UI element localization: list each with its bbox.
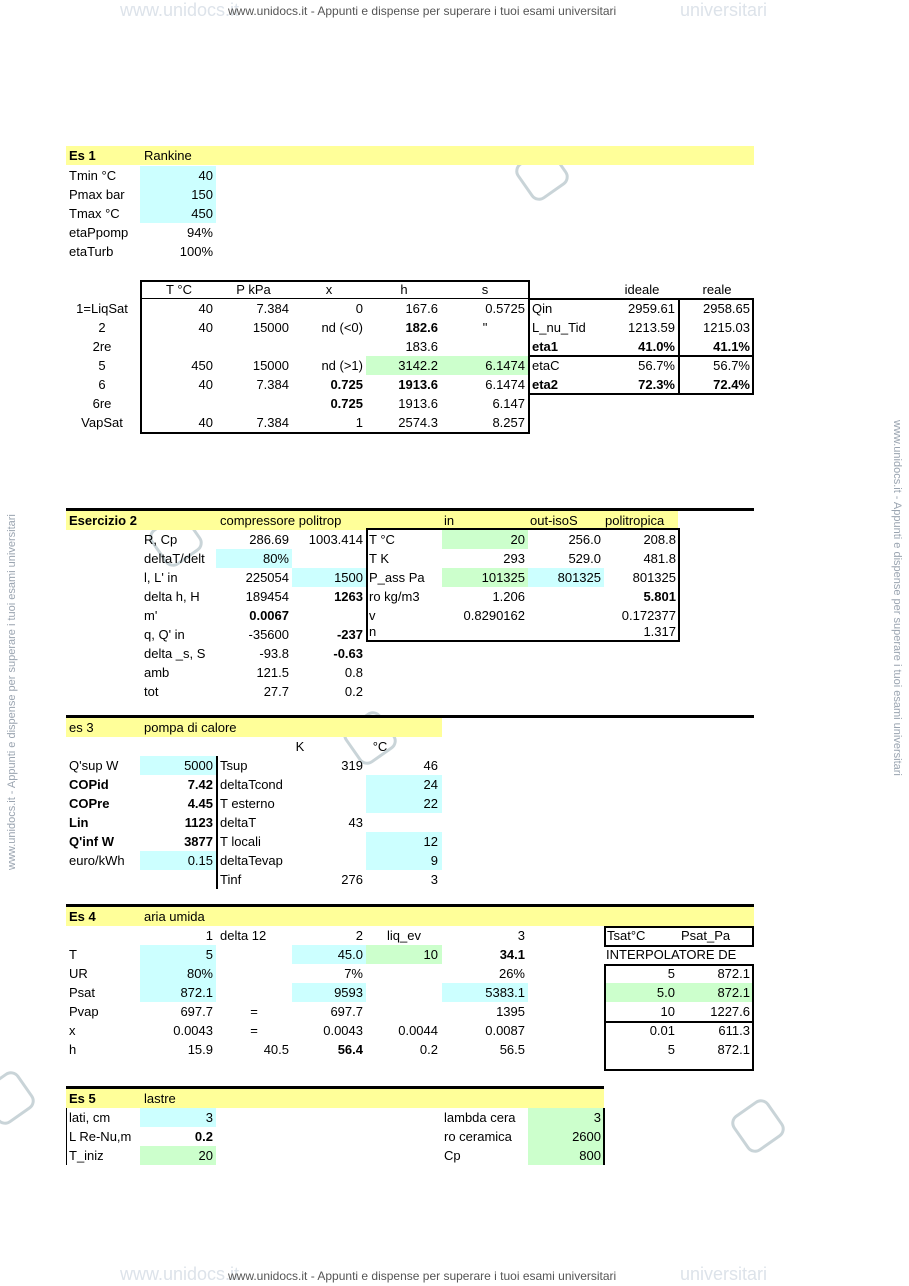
row-label: deltaTcond (220, 777, 283, 792)
watermark-faded-top: www.unidocs.it (120, 0, 240, 20)
row-label: h (69, 1042, 77, 1057)
cell-in: 293 (503, 551, 525, 566)
row-label: Lin (69, 815, 89, 830)
row-label: Tinf (220, 872, 242, 887)
cell: 182.6 (405, 320, 438, 335)
watermark-side-right: www.unidocs.it - Appunti e dispense per superare i tuoi esami universitari (891, 420, 903, 776)
row-label: 6 (98, 377, 106, 392)
res-ideale: 41.0% (638, 339, 675, 354)
input-label: etaTurb (69, 244, 114, 259)
cell: 167.6 (405, 301, 438, 316)
res-reale: 72.4% (713, 377, 750, 392)
interp-h1: Tsat°C (607, 928, 646, 943)
es3-unit-c: °C (372, 739, 388, 754)
row-label: lambda cera (444, 1110, 516, 1125)
es5-title: Es 5 (69, 1091, 96, 1106)
input-value[interactable]: 150 (191, 187, 213, 202)
row-label: ro kg/m3 (369, 589, 420, 604)
watermark-logo-icon (727, 1095, 788, 1156)
es5-left-border (66, 1108, 67, 1165)
cell: 0.725 (330, 377, 363, 392)
row-label: T_iniz (69, 1148, 104, 1163)
cell[interactable]: 10 (423, 947, 438, 962)
res-header: reale (702, 282, 732, 297)
es4-title: Es 4 (69, 909, 96, 924)
row-label: m' (144, 608, 158, 623)
es1-title: Es 1 (69, 148, 96, 163)
row-label: 1=LiqSat (76, 301, 128, 316)
input-label: etaPpomp (69, 225, 129, 240)
cell: 4.45 (187, 796, 213, 811)
cell-c[interactable]: 24 (423, 777, 438, 792)
cell[interactable]: 45.0 (337, 947, 363, 962)
cell: 7.42 (187, 777, 213, 792)
es5-subtitle: lastre (144, 1091, 176, 1106)
row-label: Q'sup W (69, 758, 119, 773)
row-label: 2 (98, 320, 106, 335)
cell-c[interactable]: 22 (423, 796, 438, 811)
cell: 56.4 (337, 1042, 363, 1057)
interp-p: 872.1 (717, 985, 750, 1000)
interp-t: 5 (667, 1042, 675, 1057)
row-label: Cp (444, 1148, 461, 1163)
cell: -35600 (248, 627, 289, 642)
es3-header-bar (66, 718, 442, 737)
watermark-faded-top-right: universitari (680, 0, 768, 20)
es1-subtitle: Rankine (144, 148, 192, 163)
input-value[interactable]: 40 (198, 168, 213, 183)
cell: 0.2 (194, 1129, 213, 1144)
es5-right-border (603, 1108, 605, 1165)
cell: 0.0044 (398, 1023, 438, 1038)
col-header: 3 (517, 928, 525, 943)
cell[interactable]: 5000 (184, 758, 213, 773)
cell: nd (>1) (321, 358, 363, 373)
interp-t: 5 (667, 966, 675, 981)
cell-c[interactable]: 12 (423, 834, 438, 849)
row-label: L Re-Nu,m (69, 1129, 132, 1144)
cell[interactable]: 0.15 (187, 853, 213, 868)
res-ideale: 2959.61 (628, 301, 675, 316)
cell: 40 (198, 301, 213, 316)
cell[interactable]: 2600 (572, 1129, 601, 1144)
row-label: deltaT/delt (144, 551, 205, 566)
cell: 56.5 (499, 1042, 525, 1057)
cell: 697.7 (330, 1004, 363, 1019)
interp-t: 10 (660, 1004, 675, 1019)
row-label: COPid (69, 777, 109, 792)
res-reale: 2958.65 (703, 301, 750, 316)
col-header: liq_ev (387, 928, 421, 943)
cell: -237 (336, 627, 363, 642)
watermark-bottom: www.unidocs.it - Appunti e dispense per superare i tuoi esami universitari (228, 1269, 617, 1283)
cell: 1263 (334, 589, 363, 604)
row-label: deltaT (220, 815, 257, 830)
cell: 1913.6 (398, 377, 438, 392)
res-ideale: 56.7% (638, 358, 675, 373)
cell-pol: 1.317 (643, 624, 676, 639)
interp-p: 872.1 (717, 1042, 750, 1057)
cell: 0.2 (419, 1042, 438, 1057)
res-label: etaC (532, 358, 560, 373)
res-header: ideale (624, 282, 660, 297)
cell: 40.5 (263, 1042, 289, 1057)
es3-subtitle: pompa di calore (144, 720, 237, 735)
cell: 15000 (252, 358, 289, 373)
cell-in[interactable]: 20 (510, 532, 525, 547)
res-ideale: 72.3% (638, 377, 675, 392)
input-label: Pmax bar (69, 187, 125, 202)
interp-t: 0.01 (649, 1023, 675, 1038)
es3-divider (216, 756, 218, 889)
cell: 7.384 (256, 377, 289, 392)
cell-out: 529.0 (568, 551, 601, 566)
cell-c: 46 (423, 758, 438, 773)
watermark-top: www.unidocs.it - Appunti e dispense per superare i tuoi esami universitari (228, 4, 617, 18)
cell: 189454 (245, 589, 289, 604)
cell: 450 (191, 358, 213, 373)
es3-unit-k: K (295, 739, 305, 754)
col-header: x (325, 282, 333, 297)
cell-k: 319 (341, 758, 363, 773)
cell-pol: 801325 (632, 570, 676, 585)
cell: 40 (198, 377, 213, 392)
cell: 0 (355, 301, 363, 316)
row-label: R, Cp (144, 532, 178, 547)
res-label: eta2 (532, 377, 559, 392)
es4-subtitle: aria umida (144, 909, 205, 924)
interp-title: INTERPOLATORE DE (606, 947, 737, 962)
es3-title: es 3 (69, 720, 94, 735)
cell: 1395 (496, 1004, 525, 1019)
cell: 27.7 (263, 684, 289, 699)
cell: 697.7 (180, 1004, 213, 1019)
cell-pol: 5.801 (643, 589, 676, 604)
row-label: UR (69, 966, 88, 981)
cell: 40 (198, 320, 213, 335)
cell: 0.0087 (485, 1023, 525, 1038)
interp-t: 5.0 (656, 985, 675, 1000)
cell[interactable]: 80% (186, 966, 213, 981)
cell[interactable]: 5383.1 (485, 985, 525, 1000)
cell: -0.63 (333, 646, 363, 661)
watermark-side-left: www.unidocs.it - Appunti e dispense per superare i tuoi esami universitari (6, 514, 18, 870)
cell: 3142.2 (398, 358, 438, 373)
cell-in: 0.8290162 (463, 608, 525, 623)
cell-k: 276 (341, 872, 363, 887)
input-label: Tmin °C (69, 168, 117, 183)
row-label: amb (144, 665, 170, 680)
cell: 0.2 (344, 684, 363, 699)
cell: 1003.414 (308, 532, 363, 547)
cell: 1913.6 (398, 396, 438, 411)
cell: 34.1 (499, 947, 525, 962)
row-label: Pvap (69, 1004, 99, 1019)
res-reale: 41.1% (713, 339, 750, 354)
cell: 0.0043 (323, 1023, 363, 1038)
input-label: Tmax °C (69, 206, 120, 221)
cell: 225054 (245, 570, 289, 585)
col-header: h (400, 282, 408, 297)
interp-p: 872.1 (717, 966, 750, 981)
row-label: COPre (69, 796, 110, 811)
watermark-logo-icon (0, 1067, 39, 1128)
cell[interactable]: 9593 (334, 985, 363, 1000)
cell-pol: 208.8 (643, 532, 676, 547)
res-reale: 56.7% (713, 358, 750, 373)
cell: 2574.3 (398, 415, 438, 430)
col-header: 2 (355, 928, 363, 943)
cell-in: 1.206 (492, 589, 525, 604)
row-label: T (69, 947, 77, 962)
watermark-faded-bottom: www.unidocs.it (120, 1264, 240, 1284)
row-label: Psat (69, 985, 96, 1000)
res-label: eta1 (532, 339, 559, 354)
cell: = (250, 1023, 258, 1038)
row-label: P_ass Pa (369, 570, 425, 585)
row-label: ro ceramica (444, 1129, 512, 1144)
cell: 0.0067 (249, 608, 289, 623)
cell: 0.0043 (173, 1023, 213, 1038)
cell[interactable]: 800 (579, 1148, 601, 1163)
cell: -93.8 (259, 646, 289, 661)
cell: 7.384 (256, 301, 289, 316)
cell[interactable]: 5 (205, 947, 213, 962)
cell: 6.1474 (485, 377, 525, 392)
res-label: Qin (532, 301, 553, 316)
cell-pol: 481.8 (643, 551, 676, 566)
row-label: lati, cm (69, 1110, 111, 1125)
row-label: 2re (92, 339, 112, 354)
cell: 7.384 (256, 415, 289, 430)
cell: 121.5 (256, 665, 289, 680)
es2-col-pol: politropica (605, 513, 665, 528)
cell: 40 (198, 415, 213, 430)
cell-out[interactable]: 801325 (557, 570, 601, 585)
cell: 15000 (252, 320, 289, 335)
cell[interactable]: 3 (205, 1110, 213, 1125)
input-value: 94% (186, 225, 213, 240)
row-label: VapSat (81, 415, 123, 430)
row-label: T °C (369, 532, 395, 547)
cell-out: 256.0 (568, 532, 601, 547)
watermark-faded-bottom-right: universitari (680, 1264, 768, 1284)
cell: " (482, 320, 488, 335)
row-label: 6re (92, 396, 112, 411)
es2-subtitle: compressore politrop (220, 513, 342, 528)
row-label: q, Q' in (144, 627, 185, 642)
row-label: l, L' in (144, 570, 178, 585)
cell: 6.1474 (485, 358, 525, 373)
cell: 1123 (184, 815, 213, 830)
row-label: T K (369, 551, 389, 566)
cell[interactable]: 872.1 (180, 985, 213, 1000)
es2-col-out: out-isoS (530, 513, 578, 528)
row-label: n (369, 624, 377, 639)
es2-title: Esercizio 2 (69, 513, 137, 528)
row-label: delta _s, S (144, 646, 206, 661)
col-header: delta 12 (220, 928, 267, 943)
cell: 0.725 (330, 396, 363, 411)
cell-pol: 0.172377 (621, 608, 676, 623)
cell[interactable]: 80% (262, 551, 289, 566)
cell: 7% (344, 966, 363, 981)
cell-k: 43 (348, 815, 363, 830)
col-header: 1 (205, 928, 213, 943)
res-reale: 1215.03 (703, 320, 750, 335)
input-value: 100% (179, 244, 213, 259)
col-header: P kPa (236, 282, 271, 297)
cell: 286.69 (249, 532, 289, 547)
cell: 1 (355, 415, 363, 430)
row-label: 5 (98, 358, 106, 373)
row-label: v (369, 608, 376, 623)
row-label: deltaTevap (220, 853, 283, 868)
cell-c[interactable]: 9 (430, 853, 438, 868)
row-label: euro/kWh (69, 853, 125, 868)
cell: nd (<0) (321, 320, 363, 335)
row-label: T locali (220, 834, 261, 849)
cell[interactable]: 1500 (334, 570, 363, 585)
interp-p: 1227.6 (710, 1004, 750, 1019)
row-label: x (69, 1023, 76, 1038)
cell: 3877 (184, 834, 213, 849)
cell: 0.5725 (485, 301, 525, 316)
cell: 8.257 (492, 415, 525, 430)
cell-in[interactable]: 101325 (481, 570, 525, 585)
row-label: Q'inf W (69, 834, 114, 849)
cell: = (250, 1004, 258, 1019)
cell-c: 3 (430, 872, 438, 887)
cell: 6.147 (492, 396, 525, 411)
row-label: tot (144, 684, 159, 699)
input-value[interactable]: 450 (191, 206, 213, 221)
row-label: T esterno (220, 796, 275, 811)
es2-col-in: in (444, 513, 455, 528)
col-header: s (481, 282, 489, 297)
row-label: Tsup (220, 758, 248, 773)
cell: 15.9 (187, 1042, 213, 1057)
cell: 0.8 (344, 665, 363, 680)
res-ideale: 1213.59 (628, 320, 675, 335)
col-header: T °C (166, 282, 192, 297)
res-label: L_nu_Tid (532, 320, 586, 335)
cell[interactable]: 3 (593, 1110, 601, 1125)
interp-p: 611.3 (718, 1023, 750, 1038)
cell: 183.6 (405, 339, 438, 354)
cell: 26% (498, 966, 525, 981)
row-label: delta h, H (144, 589, 200, 604)
interp-h2: Psat_Pa (681, 928, 731, 943)
cell[interactable]: 20 (198, 1148, 213, 1163)
